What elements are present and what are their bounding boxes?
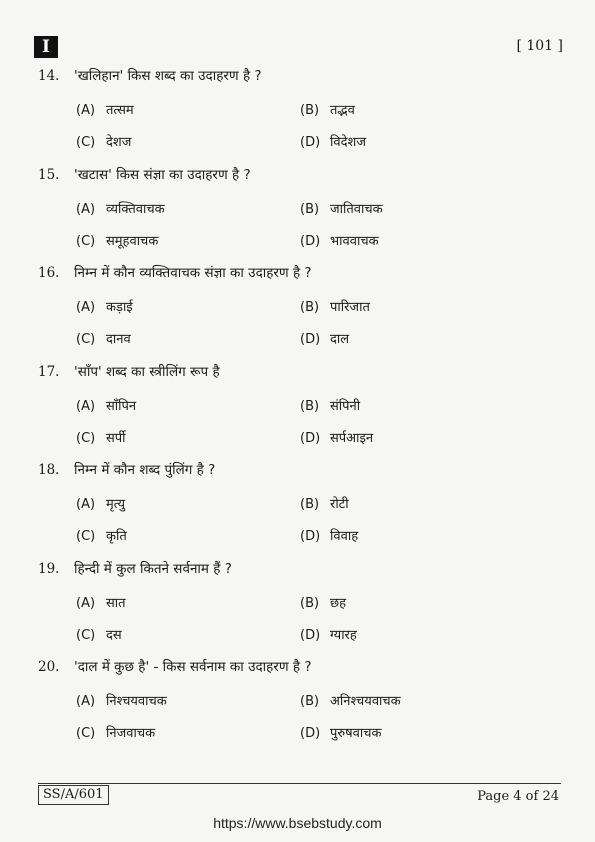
option-c bbox=[76, 428, 126, 446]
option-b bbox=[300, 199, 383, 217]
question-20 bbox=[38, 657, 558, 756]
option-text: सर्पआइन bbox=[330, 430, 374, 446]
option-b bbox=[300, 100, 355, 118]
option-label: (C) bbox=[76, 726, 96, 741]
option-label: (A) bbox=[76, 398, 96, 414]
option-text: विवाह bbox=[330, 529, 359, 544]
question-14 bbox=[38, 66, 558, 165]
question-number: 19. bbox=[38, 560, 60, 577]
option-a bbox=[76, 494, 125, 512]
question-stem bbox=[38, 460, 215, 478]
option-label: (B) bbox=[300, 694, 320, 709]
option-a bbox=[76, 691, 167, 709]
option-label: (C) bbox=[76, 135, 96, 150]
option-text: तद्भव bbox=[330, 103, 355, 118]
option-text: समूहवाचक bbox=[106, 233, 159, 249]
option-label: (B) bbox=[300, 398, 320, 414]
option-text: कड़ाई bbox=[106, 300, 133, 315]
option-label: (A) bbox=[76, 300, 96, 315]
option-label: (A) bbox=[76, 595, 96, 611]
option-a bbox=[76, 593, 126, 611]
option-label: (A) bbox=[76, 694, 96, 709]
option-label: (A) bbox=[76, 497, 96, 512]
option-text: विदेशज bbox=[330, 135, 366, 150]
question-text: हिन्दी में कुल कितने सर्वनाम हैं ? bbox=[74, 560, 232, 577]
option-label: (B) bbox=[300, 201, 320, 217]
option-b bbox=[300, 396, 360, 414]
question-text: 'दाल में कुछ है' - किस सर्वनाम का उदाहरण है ? bbox=[74, 659, 312, 675]
option-text: व्यक्तिवाचक bbox=[106, 201, 165, 217]
question-number: 15. bbox=[38, 166, 60, 183]
option-d bbox=[300, 526, 358, 544]
option-label: (D) bbox=[300, 627, 321, 643]
option-c bbox=[76, 526, 127, 544]
option-label: (D) bbox=[300, 529, 321, 544]
option-b bbox=[300, 297, 370, 315]
option-c bbox=[76, 329, 131, 347]
question-stem bbox=[38, 559, 232, 577]
question-number: 20. bbox=[38, 659, 60, 675]
option-label: (B) bbox=[300, 103, 320, 118]
option-label: (D) bbox=[300, 233, 321, 249]
option-label: (B) bbox=[300, 595, 320, 611]
option-c bbox=[76, 723, 155, 741]
option-label: (D) bbox=[300, 332, 321, 347]
question-number: 18. bbox=[38, 462, 60, 478]
option-text: संपिनी bbox=[330, 398, 361, 414]
option-text: तत्सम bbox=[106, 103, 134, 118]
option-text: जातिवाचक bbox=[330, 201, 383, 217]
question-text: निम्न में कौन शब्द पुंलिंग है ? bbox=[74, 462, 216, 478]
option-label: (C) bbox=[76, 233, 96, 249]
option-text: निश्चयवाचक bbox=[106, 694, 167, 709]
option-a bbox=[76, 396, 136, 414]
option-text: मृत्यु bbox=[106, 497, 126, 512]
page-number: [ 101 ] bbox=[516, 38, 563, 54]
option-text: ग्यारह bbox=[330, 627, 357, 643]
option-label: (C) bbox=[76, 332, 96, 347]
option-label: (A) bbox=[76, 103, 96, 118]
option-a bbox=[76, 100, 134, 118]
option-a bbox=[76, 297, 133, 315]
option-b bbox=[300, 691, 401, 709]
question-16 bbox=[38, 263, 558, 362]
question-18 bbox=[38, 460, 558, 559]
question-stem bbox=[38, 657, 312, 675]
option-label: (D) bbox=[300, 726, 321, 741]
question-stem bbox=[38, 66, 262, 84]
section-mark: I bbox=[34, 36, 58, 58]
option-text: दाल bbox=[330, 332, 350, 347]
option-text: साँपिन bbox=[106, 398, 137, 414]
option-text: निजवाचक bbox=[106, 726, 156, 741]
question-stem bbox=[38, 362, 220, 380]
option-d bbox=[300, 428, 373, 446]
question-stem bbox=[38, 263, 312, 281]
option-c bbox=[76, 625, 122, 643]
option-d bbox=[300, 723, 382, 741]
option-text: रोटी bbox=[330, 497, 349, 512]
option-label: (D) bbox=[300, 135, 321, 150]
footer-divider bbox=[38, 783, 561, 784]
option-d bbox=[300, 231, 379, 249]
option-label: (A) bbox=[76, 201, 96, 217]
option-text: देशज bbox=[106, 135, 132, 150]
option-text: दानव bbox=[106, 332, 131, 347]
paper-code: SS/A/601 bbox=[38, 785, 109, 805]
option-text: छह bbox=[330, 595, 347, 611]
option-c bbox=[76, 231, 158, 249]
option-c bbox=[76, 132, 131, 150]
question-text: 'खलिहान' किस शब्द का उदाहरण है ? bbox=[74, 68, 262, 84]
option-label: (C) bbox=[76, 430, 96, 446]
question-text: 'खटास' किस संज्ञा का उदाहरण है ? bbox=[74, 166, 251, 183]
option-d bbox=[300, 132, 366, 150]
option-text: सर्पी bbox=[106, 430, 126, 446]
option-text: दस bbox=[106, 627, 122, 643]
page-indicator: Page 4 of 24 bbox=[477, 789, 559, 804]
option-a bbox=[76, 199, 165, 217]
option-text: अनिश्चयवाचक bbox=[330, 694, 401, 709]
question-number: 17. bbox=[38, 363, 60, 380]
question-19 bbox=[38, 559, 558, 658]
question-number: 16. bbox=[38, 265, 60, 281]
option-label: (B) bbox=[300, 300, 320, 315]
question-stem bbox=[38, 165, 251, 183]
option-label: (D) bbox=[300, 430, 321, 446]
question-15 bbox=[38, 165, 558, 264]
option-text: कृति bbox=[106, 529, 127, 544]
question-list bbox=[38, 66, 558, 756]
question-number: 14. bbox=[38, 68, 60, 84]
option-d bbox=[300, 329, 349, 347]
option-text: पारिजात bbox=[330, 300, 370, 315]
option-text: सात bbox=[106, 595, 126, 611]
question-17 bbox=[38, 362, 558, 461]
question-text: निम्न में कौन व्यक्तिवाचक संज्ञा का उदाहरण है ? bbox=[74, 265, 312, 281]
option-label: (C) bbox=[76, 627, 96, 643]
question-text: 'साँप' शब्द का स्त्रीलिंग रूप है bbox=[74, 363, 220, 380]
option-d bbox=[300, 625, 357, 643]
option-label: (B) bbox=[300, 497, 320, 512]
option-text: पुरुषवाचक bbox=[330, 726, 382, 741]
option-b bbox=[300, 494, 349, 512]
option-b bbox=[300, 593, 346, 611]
option-label: (C) bbox=[76, 529, 96, 544]
option-text: भाववाचक bbox=[330, 233, 379, 249]
website-url: https://www.bsebstudy.com bbox=[213, 815, 382, 831]
